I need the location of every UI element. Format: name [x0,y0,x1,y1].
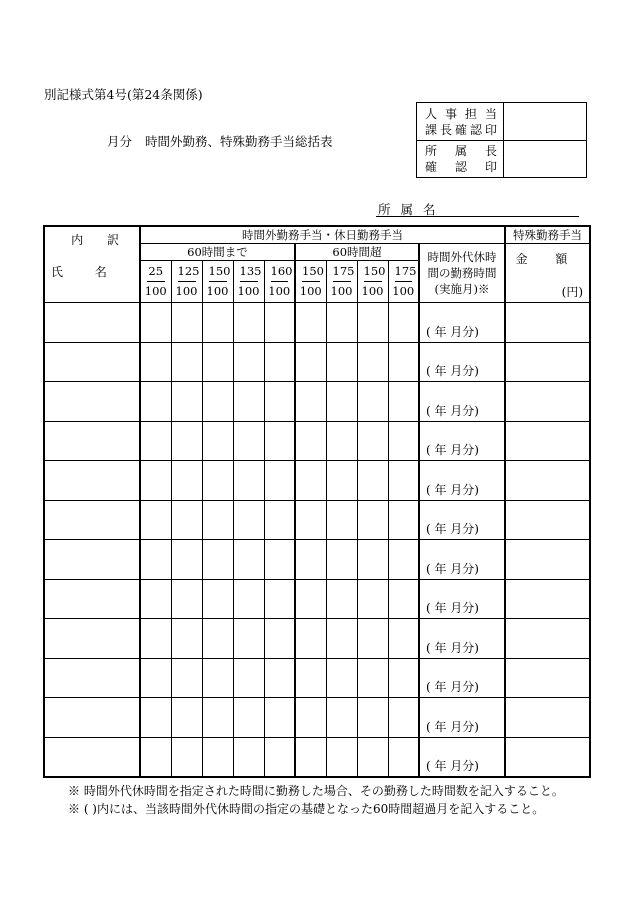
hours-cell[interactable] [140,421,171,461]
rate-denominator: 100 [361,284,384,298]
year-month-label: ( 年 月分) [426,482,479,497]
hours-cell[interactable] [233,342,264,382]
rate-denominator: 100 [330,284,353,298]
rate-header [357,261,388,303]
hours-cell[interactable] [388,579,419,619]
hours-cell[interactable] [295,461,326,501]
hours-cell[interactable] [264,382,295,422]
comp-leave-line: (実施月)※ [434,282,490,296]
hours-cell[interactable] [295,540,326,580]
hours-cell[interactable] [357,737,388,777]
name-cell[interactable] [44,342,140,382]
year-month-label: ( 年 月分) [426,680,479,694]
rate-denominator: 100 [237,284,260,298]
hours-cell[interactable] [326,382,357,422]
hours-cell[interactable] [140,540,171,580]
rate-denominator: 100 [299,284,322,298]
table-row [44,303,590,343]
title-text: 時間外勤務、特殊勤務手当総括表 [144,134,333,149]
hours-cell[interactable] [357,342,388,382]
name-cell[interactable] [44,619,140,659]
hours-cell[interactable] [264,698,295,738]
hours-cell[interactable] [264,579,295,619]
stamp-label-personnel [417,103,504,140]
hours-cell[interactable] [264,421,295,461]
hours-cell[interactable] [357,500,388,540]
hours-cell[interactable] [295,342,326,382]
table-row [44,540,590,580]
hours-cell[interactable] [140,737,171,777]
name-label: 氏 名 [51,265,121,279]
comp-leave-cell[interactable] [419,540,505,580]
table-row [44,382,590,422]
comp-leave-cell[interactable] [419,619,505,659]
department-label: 所属名 [378,202,446,217]
hours-cell[interactable] [264,303,295,343]
special-group-header: 特殊勤務手当 [505,226,590,244]
hours-cell[interactable] [233,540,264,580]
hours-cell[interactable] [264,540,295,580]
hours-cell[interactable] [357,658,388,698]
hours-cell[interactable] [326,698,357,738]
year-month-label: ( 年 月分) [426,364,479,378]
amount-cell[interactable] [505,500,590,540]
hours-cell[interactable] [140,382,171,422]
year-month-label: ( 年 月分) [426,719,479,734]
year-month-label: ( 年 月分) [426,640,479,655]
hours-cell[interactable] [388,500,419,540]
amount-cell[interactable] [505,461,590,501]
amount-cell[interactable] [505,303,590,343]
comp-leave-cell[interactable] [419,500,505,540]
rate-header [264,261,295,303]
hours-cell[interactable] [326,303,357,343]
table-row [44,421,590,461]
amount-cell[interactable] [505,421,590,461]
over60-header: 60時間超 [295,244,419,261]
note-comp-leave: ※ 時間外代休時間を指定された時間に勤務した場合、その勤務した時間数を記入すること。 [68,784,564,798]
year-month-label: ( 年 月分) [426,403,479,418]
hours-cell[interactable] [357,382,388,422]
rate-denominator: 100 [268,284,291,298]
comp-leave-cell[interactable] [419,737,505,777]
year-month-label: ( 年 月分) [426,759,479,773]
hours-cell[interactable] [388,382,419,422]
hours-cell[interactable] [202,737,233,777]
amount-cell[interactable] [505,619,590,659]
department-field-line[interactable] [376,216,579,217]
rate-denominator: 100 [144,284,167,298]
amount-header [505,244,590,303]
summary-table [43,225,591,778]
rate-numerator: 175 [395,264,413,282]
hours-cell[interactable] [140,461,171,501]
table-row [44,658,590,698]
name-cell[interactable] [44,461,140,501]
stamp-row-department-head [417,140,586,177]
hours-cell[interactable] [202,382,233,422]
rate-numerator: 125 [178,264,196,282]
hours-cell[interactable] [357,540,388,580]
hours-cell[interactable] [264,619,295,659]
hours-cell[interactable] [388,619,419,659]
hours-cell[interactable] [295,698,326,738]
hours-cell[interactable] [388,461,419,501]
name-header-cell [44,226,140,303]
rate-header [326,261,357,303]
overtime-group-header: 時間外勤務手当・休日勤務手当 [140,226,505,244]
hours-cell[interactable] [295,303,326,343]
hours-cell[interactable] [357,303,388,343]
hours-cell[interactable] [326,342,357,382]
hours-cell[interactable] [202,500,233,540]
note-parentheses: ※ ( )内には、当該時間外代休時間の指定の基礎となった60時間超過月を記入すること。 [68,802,545,816]
hours-cell[interactable] [357,579,388,619]
comp-leave-line: 間の勤務時間 [427,266,497,280]
stamp-label-line: 所属長 [425,144,497,158]
rate-numerator: 25 [147,264,165,282]
hours-cell[interactable] [264,737,295,777]
comp-leave-cell[interactable] [419,303,505,343]
amount-cell[interactable] [505,382,590,422]
hours-cell[interactable] [357,421,388,461]
hours-cell[interactable] [388,658,419,698]
hours-cell[interactable] [171,421,202,461]
hours-cell[interactable] [233,737,264,777]
hours-cell[interactable] [357,461,388,501]
name-cell[interactable] [44,658,140,698]
hours-cell[interactable] [202,540,233,580]
rate-numerator: 135 [240,264,258,282]
table-row [44,698,590,738]
hours-cell[interactable] [388,737,419,777]
comp-leave-cell[interactable] [419,382,505,422]
yen-label: (円) [561,285,584,299]
hours-cell[interactable] [326,737,357,777]
hours-cell[interactable] [171,619,202,659]
stamp-label-department-head [417,140,504,177]
comp-leave-cell[interactable] [419,698,505,738]
year-month-label: ( 年 月分) [426,561,479,576]
hours-cell[interactable] [202,342,233,382]
hours-cell[interactable] [295,579,326,619]
hours-cell[interactable] [140,342,171,382]
rate-header [233,261,264,303]
hours-cell[interactable] [202,421,233,461]
hours-cell[interactable] [326,461,357,501]
hours-cell[interactable] [171,461,202,501]
stamp-label-line: 人事担当 [425,107,497,121]
comp-leave-cell[interactable] [419,421,505,461]
rate-numerator: 150 [302,264,320,282]
hours-cell[interactable] [233,698,264,738]
name-cell[interactable] [44,421,140,461]
rate-denominator: 100 [175,284,198,298]
rate-header [388,261,419,303]
hours-cell[interactable] [140,500,171,540]
hours-cell[interactable] [171,342,202,382]
hours-cell[interactable] [295,619,326,659]
hours-cell[interactable] [326,658,357,698]
table-row [44,500,590,540]
hours-cell[interactable] [357,619,388,659]
rate-denominator: 100 [206,284,229,298]
rate-header [202,261,233,303]
amount-cell[interactable] [505,698,590,738]
table-row [44,619,590,659]
rate-header [140,261,171,303]
hours-cell[interactable] [326,540,357,580]
hours-cell[interactable] [388,421,419,461]
rate-numerator: 150 [209,264,227,282]
rate-header [295,261,326,303]
amount-cell[interactable] [505,342,590,382]
hours-cell[interactable] [388,698,419,738]
hours-cell[interactable] [140,619,171,659]
table-row [44,461,590,501]
hours-cell[interactable] [202,658,233,698]
month-label: 月分 [107,134,133,149]
name-cell[interactable] [44,579,140,619]
hours-cell[interactable] [171,658,202,698]
hours-cell[interactable] [171,500,202,540]
name-cell[interactable] [44,500,140,540]
hours-cell[interactable] [233,382,264,422]
hours-cell[interactable] [233,500,264,540]
hours-cell[interactable] [264,461,295,501]
amount-label: 金 額 [515,252,580,266]
hours-cell[interactable] [202,698,233,738]
hours-cell[interactable] [233,619,264,659]
page-title [107,132,333,150]
amount-cell[interactable] [505,658,590,698]
rate-numerator: 175 [333,264,351,282]
hours-cell[interactable] [295,421,326,461]
year-month-label: ( 年 月分) [426,443,479,457]
breakdown-label: 内 訳 [71,233,129,247]
hours-cell[interactable] [326,421,357,461]
stamp-label-line: 課長確認印 [425,123,497,137]
hours-cell[interactable] [233,579,264,619]
table-row [44,737,590,777]
hours-cell[interactable] [202,303,233,343]
comp-leave-cell[interactable] [419,658,505,698]
hours-cell[interactable] [264,658,295,698]
approval-stamp-box [416,102,587,178]
comp-leave-cell[interactable] [419,342,505,382]
hours-cell[interactable] [171,579,202,619]
table-row [44,342,590,382]
hours-cell[interactable] [202,619,233,659]
hours-cell[interactable] [388,540,419,580]
hours-cell[interactable] [202,579,233,619]
hours-cell[interactable] [171,698,202,738]
hours-cell[interactable] [171,540,202,580]
hours-cell[interactable] [264,500,295,540]
stamp-label-line: 確認印 [425,160,497,174]
rate-denominator: 100 [392,284,415,298]
name-cell[interactable] [44,698,140,738]
hours-cell[interactable] [171,382,202,422]
stamp-row-personnel [417,103,586,141]
year-month-label: ( 年 月分) [426,601,479,615]
hours-cell[interactable] [295,658,326,698]
rate-numerator: 160 [271,264,289,282]
hours-cell[interactable] [202,461,233,501]
table-row [44,579,590,619]
hours-cell[interactable] [140,579,171,619]
amount-cell[interactable] [505,540,590,580]
rate-header [171,261,202,303]
rate-numerator: 150 [364,264,382,282]
hours-cell[interactable] [233,303,264,343]
hours-cell[interactable] [140,698,171,738]
year-month-label: ( 年 月分) [426,522,479,536]
hours-cell[interactable] [233,421,264,461]
amount-cell[interactable] [505,579,590,619]
hours-cell[interactable] [233,658,264,698]
hours-cell[interactable] [326,579,357,619]
hours-cell[interactable] [357,698,388,738]
hours-cell[interactable] [388,342,419,382]
comp-leave-header [419,244,505,303]
name-cell[interactable] [44,540,140,580]
name-cell[interactable] [44,737,140,777]
hours-cell[interactable] [171,303,202,343]
hours-cell[interactable] [171,737,202,777]
hours-cell[interactable] [295,500,326,540]
comp-leave-line: 時間外代休時 [427,250,497,264]
comp-leave-cell[interactable] [419,579,505,619]
hours-cell[interactable] [326,500,357,540]
hours-cell[interactable] [388,303,419,343]
hours-cell[interactable] [140,658,171,698]
hours-cell[interactable] [295,382,326,422]
amount-cell[interactable] [505,737,590,777]
hours-cell[interactable] [233,461,264,501]
hours-cell[interactable] [295,737,326,777]
form-number: 別記様式第4号(第24条関係) [44,87,203,102]
name-cell[interactable] [44,303,140,343]
hours-cell[interactable] [140,303,171,343]
under60-header: 60時間まで [140,244,295,261]
year-month-label: ( 年 月分) [426,324,479,339]
hours-cell[interactable] [326,619,357,659]
name-cell[interactable] [44,382,140,422]
comp-leave-cell[interactable] [419,461,505,501]
hours-cell[interactable] [264,342,295,382]
